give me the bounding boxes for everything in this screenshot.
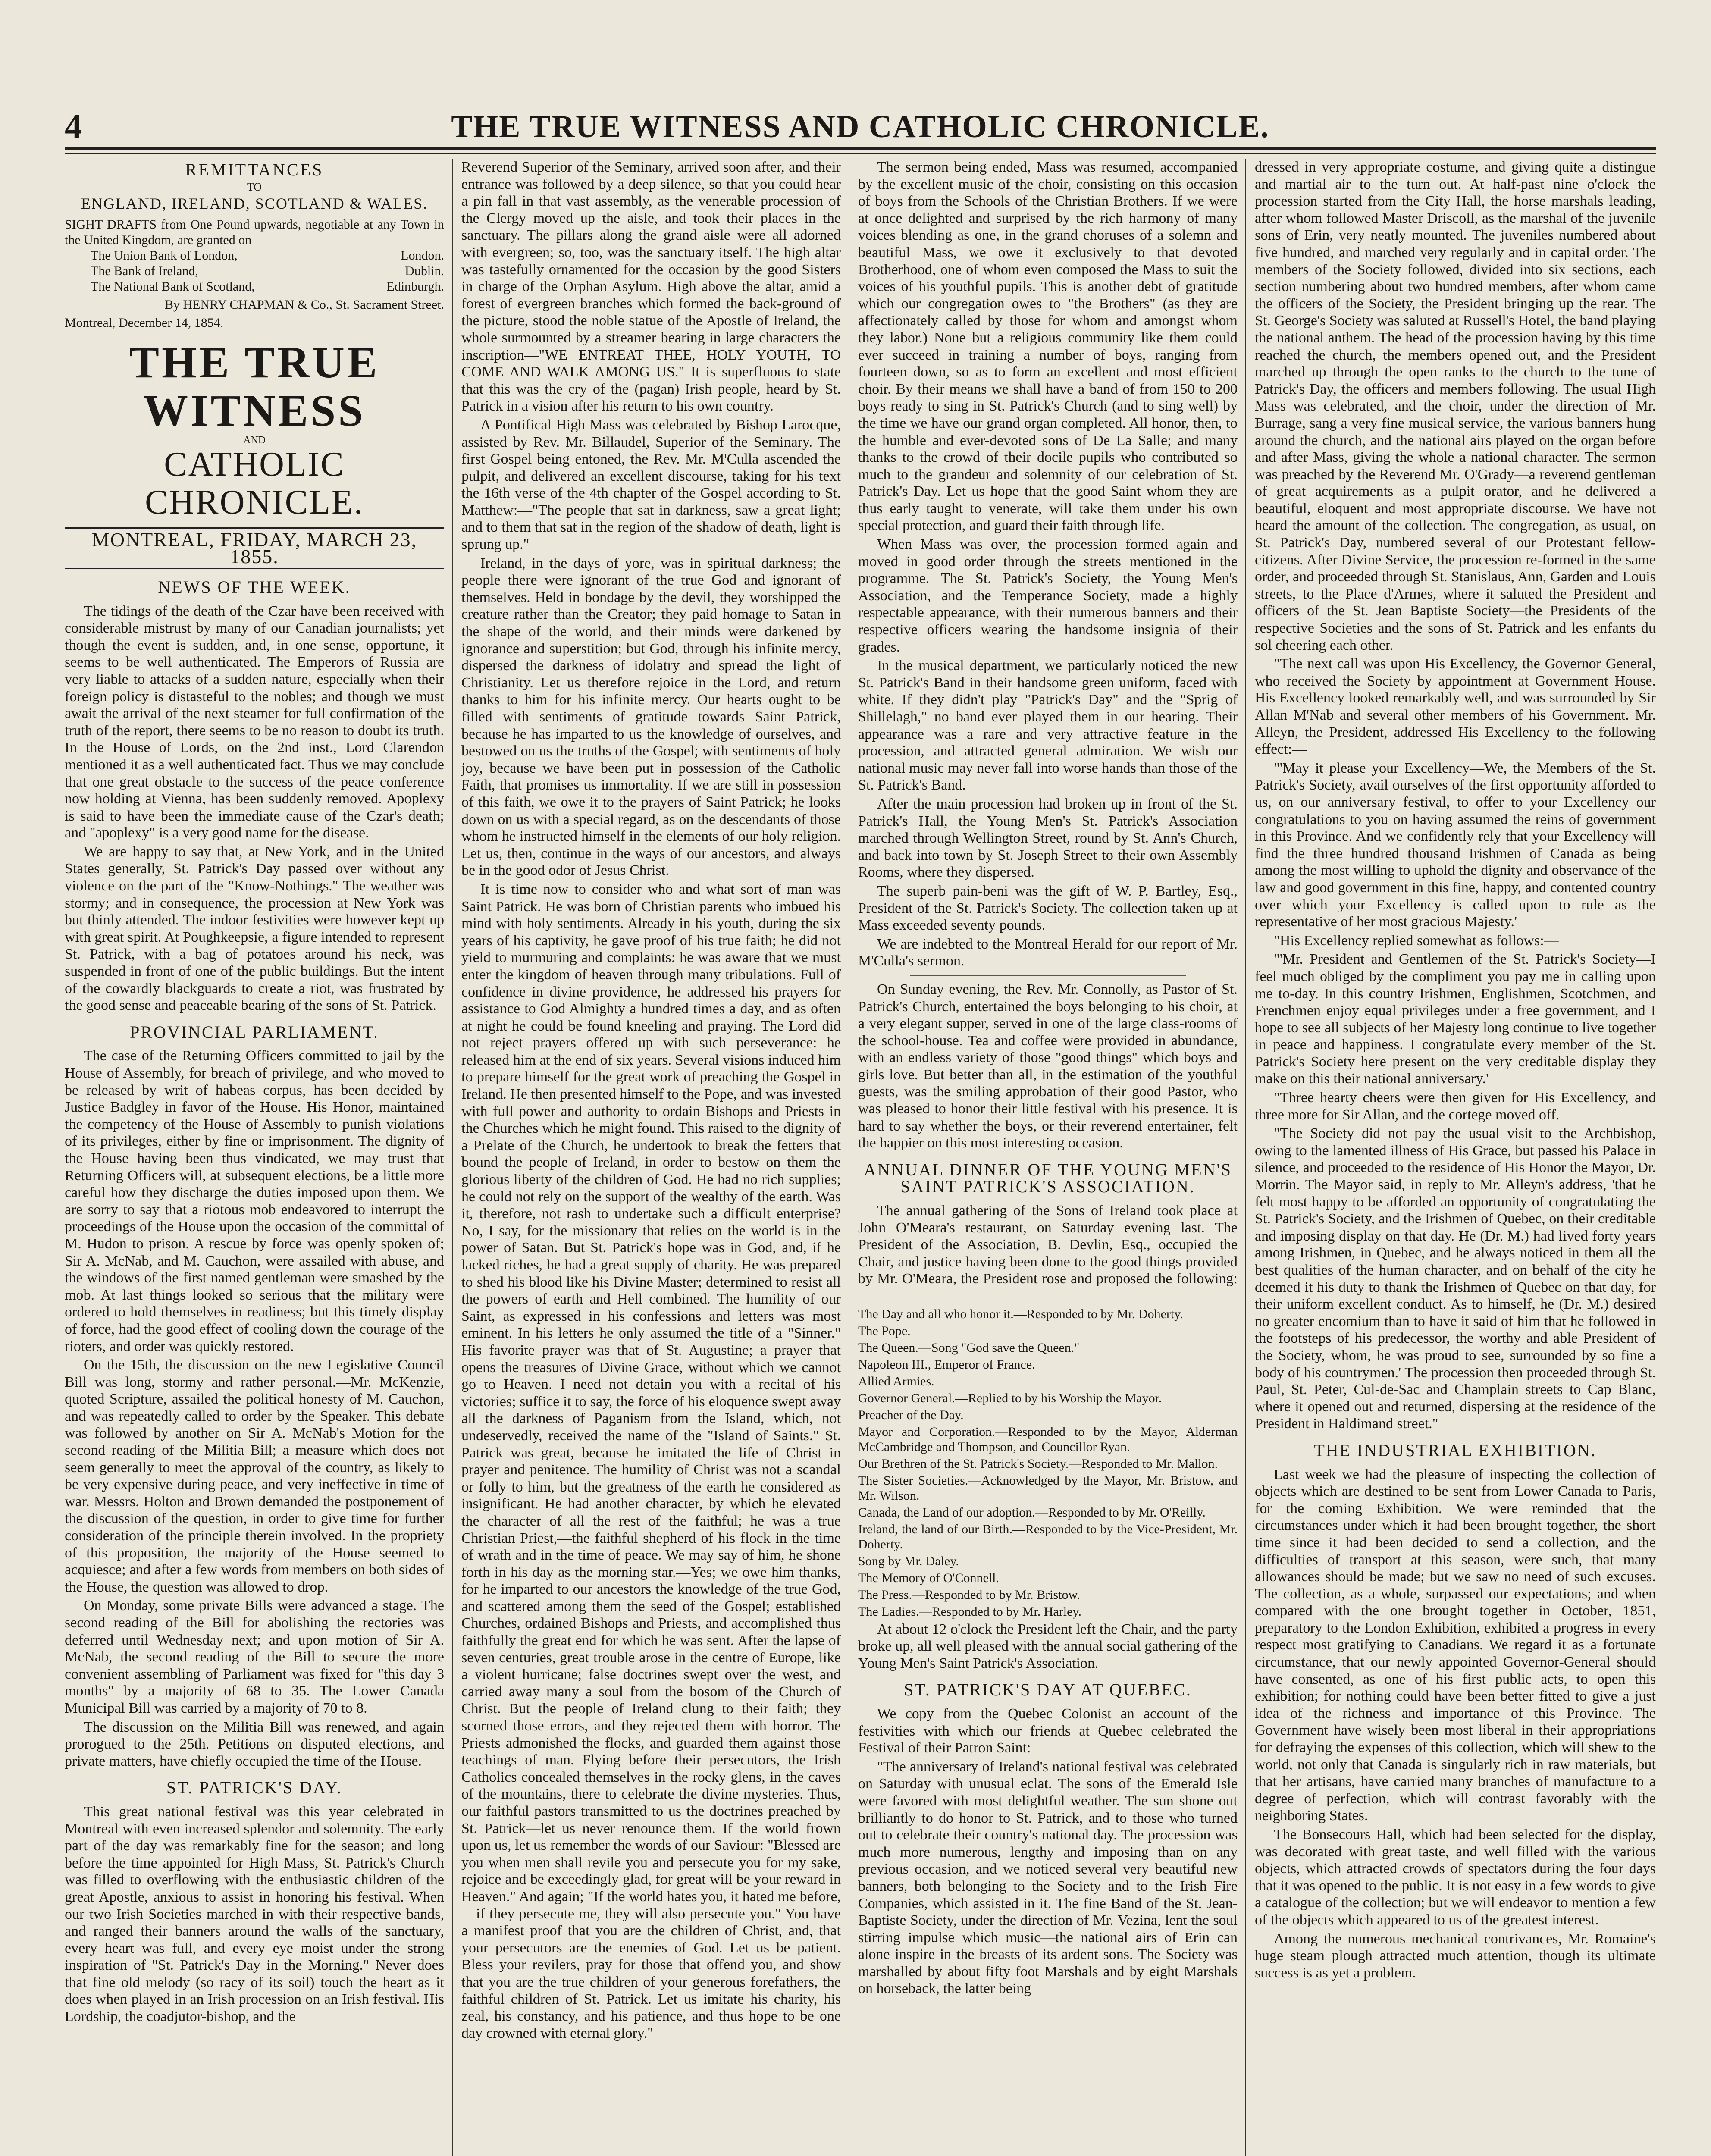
- bank-city: Edinburgh.: [386, 279, 444, 294]
- article-paragraph: We are happy to say that, at New York, and in the United States generally, St. Patrick's Day passed over without any violence on the part of the "Know-Nothings." The weather was stormy; and in consequence, the procession at New York was but thinly attended. The indoor festivities were however kept up with great spirit. At Poughkeepsie, a figure intended to represent St. Patrick, with a bag of potatoes around his neck, was suspended in front of one of the public buildings. But the intent of the cowardly blackguards to create a riot, was frustrated by the good sense and peaceable bearing of the sons of St. Patrick.: [65, 843, 444, 1014]
- article-paragraph: The sermon being ended, Mass was resumed, accompanied by the excellent music of the choir, consisting on this occasion of boys from the Schools of the Christian Brothers. If we were at once delighted and surprised by the rich harmony of many voices blending as one, in the grand choruses of a solemn and beautiful Mass, we owe it exclusively to that devoted Brotherhood, one of whom even composed the Mass to suit the voices of his youthful pupils. This is another debt of gratitude which our congregation owes to "the Brothers" (as they are affectionately called by those for whom and amongst whom they labor.) None but a religious community like them could ever succeed in training a number of boys, ranging from fourteen down, so as to form an excellent and most efficient choir. By their means we shall have a band of from 150 to 200 boys ready to sing in St. Patrick's Church (and to sing well) by the time we have our grand organ completed. All honor, then, to the humble and ever-devoted sons of De La Salle; and many thanks to the crowd of their docile pupils who contributed so much to the grandeur and solemnity of our celebration of St. Patrick's Day. Let us hope that the good Saint whom they are thus early taught to venerate, will take them under his own special protection, and guard their faith through life.: [858, 159, 1238, 534]
- article-paragraph: The case of the Returning Officers committed to jail by the House of Assembly, for breach of privilege, and who moved to be released by writ of habeas corpus, has been decided by Justice Badgley in favor of the House. His Honor, maintained the competency of the House of Assembly to punish violations of its privileges, either by fine or imprisonment. The dignity of the House having been thus vindicated, we may trust that Returning Officers will, at subsequent elections, be a little more careful how they discharge the duties imposed upon them. We are sorry to say that a riotous mob endeavored to interrupt the proceedings of the House upon the occasion of the committal of M. Hudon to prison. A rescue by force was openly spoken of; Sir A. McNab, and M. Cauchon, were assailed with abuse, and the windows of the first named gentleman were smashed by the mob. At last things looked so serious that the military were ordered to hold themselves in readiness; but this timely display of force, had the good effect of cooling down the courage of the rioters, and order was quickly restored.: [65, 1048, 444, 1354]
- article-paragraph: Among the numerous mechanical contrivances, Mr. Romaine's huge steam plough attracted much attention, though its ultimate success is as yet a problem.: [1255, 1930, 1656, 1981]
- article-paragraph: We are indebted to the Montreal Herald for our report of Mr. M'Culla's sermon.: [858, 936, 1238, 969]
- paper-subtitle: CATHOLIC CHRONICLE.: [145, 445, 364, 521]
- toast-item: Preacher of the Day.: [858, 1407, 964, 1422]
- section-divider: [910, 975, 1186, 976]
- article-paragraph: The discussion on the Militia Bill was renewed, and again prorogued to the 25th. Petitions on disputed elections, and private matters, have chiefly occupied the time of the House.: [65, 1719, 444, 1769]
- toast-item: The Memory of O'Connell.: [858, 1570, 1000, 1585]
- article-paragraph: dressed in very appropriate costume, and giving quite a distingue and martial air to the turn out. At half-past nine o'clock the procession started from the City Hall, the horse marshals leading, after whom followed Master Driscoll, as the marshal of the juvenile sons of Erin, very neatly mounted. The juveniles numbered about five hundred, and marched very regularly and in capital order. The members of the Society followed, divided into six sections, each section numbering about two hundred members, after whom came the officers of the Society, the President bringing up the rear. The St. George's Society was saluted at Russell's Hotel, the band playing the national anthem. The head of the procession having by this time reached the church, the members opened out, and the President marched up through the open ranks to the church to the tune of Patrick's Day, the officers and members following. The usual High Mass was celebrated, and the choir, under the direction of Mr. Burrage, sang a very fine musical service, the various banners hung around the church, and the national airs played on the organ before and after Mass, giving the whole a national character. The sermon was preached by the Reverend Mr. O'Grady—a reverend gentleman of great acquirements as a pulpit orator, and he delivered a beautiful, eloquent and most appropriate discourse. We have not heard the amount of the collection. The congregation, as usual, on St. Patrick's Day, numbered several of our Protestant fellow-citizens. After Divine Service, the procession re-formed in the same order, and proceeded through St. Stanislaus, Ann, Garden and Louis streets, to the Place d'Armes, where it saluted the President and officers of the St. Jean Baptiste Society—the Presidents of the respective Societies and the sons of St. Patrick and les enfants du sol cheering each other.: [1255, 159, 1656, 653]
- section-heading: ANNUAL DINNER OF THE YOUNG MEN'S SAINT PATRICK'S ASSOCIATION.: [864, 1159, 1232, 1197]
- article-paragraph: On Sunday evening, the Rev. Mr. Connolly, as Pastor of St. Patrick's Church, entertained the boys belonging to his choir, at a very elegant supper, served in one of the large class-rooms of the school-house. Tea and coffee were provided in abundance, with an endless variety of those "good things" which boys and girls love. But better than all, in the estimation of the youthful guests, was the smiling approbation of their good Pastor, who was pleased to honor their little festival with his presence. It is hard to say whether the boys, or their reverend entertainer, felt the happier on this most interesting occasion.: [858, 981, 1238, 1151]
- remittances-date: Montreal, December 14, 1854.: [65, 315, 224, 330]
- bank-name: The Union Bank of London,: [91, 248, 238, 263]
- paper-title-and: AND: [243, 434, 266, 446]
- article-paragraph: At about 12 o'clock the President left the Chair, and the party broke up, all well pleased with the annual social gathering of the Young Men's Saint Patrick's Association.: [858, 1621, 1238, 1671]
- column-divider: [1245, 159, 1246, 2156]
- article-paragraph: On the 15th, the discussion on the new Legislative Council Bill was long, stormy and rather personal.—Mr. McKenzie, quoted Scripture, assailed the political honesty of M. Cauchon, and was repeatedly called to order by the Speaker. This debate was followed by another on Sir A. McNab's Motion for the second reading of the Militia Bill; a measure which does not seem generally to meet the approval of the country, as likely to be very expensive during peace, and very ineffective in time of war. Messrs. Holton and Brown demanded the postponement of the discussion of the question, in order to give time for further consideration of the principle therein involved. In the propriety of this proposition, the majority of the House seemed to acquiesce; and after a few words from members on both sides of the House, the question was allowed to drop.: [65, 1357, 444, 1595]
- section-heading: NEWS OF THE WEEK.: [158, 577, 351, 597]
- toast-list: [858, 1307, 1238, 1619]
- article-paragraph: The Bonsecours Hall, which had been selected for the display, was decorated with great taste, and well filled with the various objects, which attracted crowds of spectators during the four days that it was opened to the public. It is not easy in a few words to give a catalogue of the collection; but we will endeavor to mention a few of the objects which appeared to us of the greatest interest.: [1255, 1827, 1656, 1928]
- remittances-body: [65, 217, 444, 331]
- section-heading: ST. PATRICK'S DAY AT QUEBEC.: [904, 1680, 1192, 1700]
- running-header: [65, 108, 1656, 146]
- dateline: MONTREAL, FRIDAY, MARCH 23, 1855.: [65, 527, 444, 569]
- toast-item: Ireland, the land of our Birth.—Responded to by the Vice-President, Mr. Doherty.: [858, 1522, 1238, 1551]
- remittances-title: REMITTANCES: [185, 160, 324, 179]
- page-number: 4: [65, 108, 82, 146]
- toast-item: Governor General.—Replied to by his Worship the Mayor.: [858, 1391, 1162, 1405]
- toast-item: The Sister Societies.—Acknowledged by the Mayor, Mr. Bristow, and Mr. Wilson.: [858, 1473, 1238, 1503]
- article-paragraph: The superb pain-beni was the gift of W. P. Bartley, Esq., President of the St. Patrick's Society. The collection taken up at Mass exceeded seventy pounds.: [858, 883, 1238, 934]
- article-paragraph: Last week we had the pleasure of inspecting the collection of objects which are destined to be sent from Lower Canada to Paris, for the coming Exhibition. We were reminded that the circumstances under which it had been brought together, the short time since it had been decided to send a collection, and the difficulties of transport at this season, were such, that many allowances should be made; but we saw no need of such excuses. The collection, as a whole, surpassed our expectations; and when compared with the one brought together in October, 1851, preparatory to the London Exhibition, exhibited a progress in every respect most gratifying to Canadians. We regard it as a fortunate circumstance, that our newly appointed Governor-General should have consented, as one of his first public acts, to open this exhibition; for nothing could have been better fitted to give a just idea of the richness and importance of this Province. The Government have wisely been most liberal in their appropriations for defraying the expenses of this collection, which will shew to the world, not only that Canada is singularly rich in raw materials, but that her artisans, have carried many branches of manufacture to a degree of perfection, which will contrast favorably with the neighboring States.: [1255, 1466, 1656, 1824]
- article-paragraph: A Pontifical High Mass was celebrated by Bishop Larocque, assisted by Rev. Mr. Billaudel, Superior of the Seminary. The first Gospel being entoned, the Rev. Mr. M'Culla ascended the pulpit, and delivered an excellent discourse, taking for his text the 16th verse of the 4th chapter of the Gospel according to St. Matthew:—"The people that sat in darkness, saw a great light; and to them that sat in the region of the shadow of death, light is sprung up.": [461, 417, 841, 553]
- bank-city: Dublin.: [405, 263, 444, 278]
- column-2: [461, 159, 841, 2156]
- article-paragraph: The annual gathering of the Sons of Ireland took place at John O'Meara's restaurant, on Saturday evening last. The President of the Association, B. Devlin, Esq., occupied the Chair, and justice having been done to the good things provided by Mr. O'Meara, the President rose and proposed the following:—: [858, 1203, 1238, 1304]
- running-title: THE TRUE WITNESS AND CATHOLIC CHRONICLE.: [451, 109, 1269, 144]
- article-paragraph: Ireland, in the days of yore, was in spiritual darkness; the people there were ignorant of the true God and ignorant of themselves. Held in bondage by the devil, they worshipped the creature rather than the Creator; they paid homage to Satan in the shape of the world, and their minds were darkened by ignorance and superstition; but God, through his infinite mercy, dispersed the darkness of idolatry and spread the light of Christianity. Let us therefore rejoice in the Lord, and return thanks to him for his infinite mercy. Our hearts ought to be filled with sentiments of gratitude towards Saint Patrick, because he has imparted to us the knowledge of ourselves, and bestowed on us the truths of the Gospel; with sentiments of holy joy, because we have been put in possession of the Catholic Faith, that promises us immortality. If we are still in possession of this faith, we owe it to the prayers of Saint Patrick; he looks down on us with a special regard, as on the descendants of those whom he instructed himself in the elements of our holy religion. Let us, then, continue in the ways of our ancestors, and always be in the good odor of Jesus Christ.: [461, 555, 841, 879]
- toast-item: The Ladies.—Responded to by Mr. Harley.: [858, 1604, 1081, 1619]
- article-paragraph: After the main procession had broken up in front of the St. Patrick's Hall, the Young Men's St. Patrick's Association marched through Wellington Street, round by St. Ann's Church, and back into town by St. Joseph Street to their own Assembly Rooms, where they dispersed.: [858, 796, 1238, 881]
- remittances-agent: By HENRY CHAPMAN & Co., St. Sacrament Street.: [164, 297, 444, 312]
- toast-item: Canada, the Land of our adoption.—Responded to by Mr. O'Reilly.: [858, 1505, 1206, 1520]
- article-paragraph: The tidings of the death of the Czar have been received with considerable mistrust by many of our Canadian journalists; yet though the event is sudden, and, in one sense, opportune, it seems to be well authenticated. The Emperors of Russia are very liable to attacks of a sudden nature, especially when their foreign policy is distasteful to the nobles; and though we must await the arrival of the next steamer for full confirmation of the truth of the report, there seems to be no reason to doubt its truth. In the House of Lords, on the 2nd inst., Lord Clarendon mentioned it as a well authenticated fact. Thus we may conclude that one great obstacle to the success of the peace conference now holding at Vienna, has been suddenly removed. Apoplexy is said to have been the immediate cause of the Czar's death; and "apoplexy" is a very good name for the disease.: [65, 603, 444, 841]
- toast-item: The Day and all who honor it.—Responded to by Mr. Doherty.: [858, 1307, 1183, 1321]
- article-paragraph: "The next call was upon His Excellency, the Governor General, who received the Society by appointment at Government House. His Excellency looked remarkably well, and was surrounded by Sir Allan M'Nab and several other members of his Government. Mr. Alleyn, the President, addressed His Excellency to the following effect:—: [1255, 656, 1656, 758]
- toast-item: Our Brethren of the St. Patrick's Society.—Responded to Mr. Mallon.: [858, 1456, 1218, 1471]
- remittances-notice: [65, 161, 444, 331]
- bank-row: [65, 263, 444, 279]
- column-1: [65, 159, 444, 2156]
- toast-item: The Queen.—Song "God save the Queen.": [858, 1340, 1080, 1355]
- article-paragraph: "'May it please your Excellency—We, the Members of the St. Patrick's Society, avail ourselves of the first opportunity afforded to us, on our anniversary festival, to offer to your Excellency our congratulations to you on having assumed the reins of government in this Province. And we confidently rely that your Excellency will find the three hundred thousand Irishmen of Canada as being among the most willing to uphold the dignity and observance of the law and good government in this fine, happy, and contented country over which your Excellency is called upon to rule as the representative of her most gracious Majesty.': [1255, 760, 1656, 930]
- article-paragraph: "The anniversary of Ireland's national festival was celebrated on Saturday with unusual eclat. The sons of the Emerald Isle were favored with most delightful weather. The sun shone out brilliantly to do honor to St. Patrick, and to those who turned out to celebrate their country's national day. The procession was much more numerous, lengthy and imposing than on any previous occasion, and we noticed several very beautiful new banners, both belonging to the Society and to the Irish Fire Companies, which assisted in it. The fine Band of the St. Jean-Baptiste Society, under the direction of Mr. Vezina, lent the soul stirring impulse which music—the national airs of Erin can alone inspire in the breasts of its ardent sons. The Society was marshalled by about fifty foot Marshals and by eight Marshals on horseback, the latter being: [858, 1758, 1238, 1997]
- section-heading: PROVINCIAL PARLIAMENT.: [130, 1022, 379, 1042]
- article-paragraph: We copy from the Quebec Colonist an account of the festivities with which our friends at Quebec celebrated the Festival of their Patron Saint:—: [858, 1705, 1238, 1756]
- bank-row: [65, 248, 444, 263]
- bank-name: The National Bank of Scotland,: [91, 279, 255, 294]
- bank-city: London.: [401, 248, 444, 263]
- bank-row: [65, 279, 444, 295]
- toast-item: The Pope.: [858, 1323, 911, 1338]
- toast-item: Allied Armies.: [858, 1374, 934, 1388]
- remittances-to: TO: [247, 180, 262, 193]
- article-paragraph: Reverend Superior of the Seminary, arrived soon after, and their entrance was followed by a deep silence, so that you could hear a pin fall in that vast assembly, as the venerable procession of the Clergy moved up the aisle, and took their places in the sanctuary. The pillars along the grand aisle were all adorned with evergreen; so, too, was the sanctuary itself. The high altar was tastefully ornamented for the occasion by the good Sisters in charge of the Orphan Asylum. High above the altar, amid a forest of evergreen branches which formed the back-ground of the picture, stood the noble statue of the Apostle of Ireland, the whole surmounted by a streamer bearing in large characters the inscription—"WE ENTREAT THEE, HOLY YOUTH, TO COME AND WALK AMONG US." It is superfluous to state that this was the cry of the (pagan) Irish people, heard by St. Patrick in a vision after his return to his own country.: [461, 159, 841, 414]
- section-heading: ST. PATRICK'S DAY.: [166, 1778, 343, 1798]
- article-paragraph: It is time now to consider who and what sort of man was Saint Patrick. He was born of Christian parents who imbued his mind with holy sentiments. Already in his youth, during the six years of his captivity, he gave proof of his true faith; he did not yield to murmuring and complaints: he was aware that we must enter the kingdom of heaven through many tribulations. Full of confidence in divine providence, he addressed his prayers for assistance to God Almighty a hundred times a day, and as often at night he could be found kneeling and praying. The Lord did not reject prayers offered up with such perseverance: he released him at the end of six years. Several visions induced him to prepare himself for the great work of preaching the Gospel in Ireland. He then presented himself to the Pope, and was invested with full power and authority to ordain Bishops and Priests in the Churches which he might found. This raised to the dignity of a Prelate of the Church, he undertook to break the fetters that bound the people of Ireland, in order to bestow on them the glorious liberty of the children of God. He had no rich supplies; he could not rely on the support of the wealthy of the earth. Was it, therefore, not rash to undertake such a difficult enterprise? No, I say, for the missionary that relies on the world is in the power of Satan. But St. Patrick's hope was in God, and, if he lacked riches, he had a great supply of charity. He was prepared to shed his blood like his Divine Master; determined to resist all the powers of earth and Hell combined. The humility of our Saint, as expressed in his confessions and letters was most eminent. In his letters he only assumed the title of a "Sinner." His favorite prayer was that of St. Augustine; a prayer that opens the treasures of Divine Grace, without which we cannot go to Heaven. I need not detain you with a recital of his victories; suffice it to say, the force of his eloquence swept away all the darkness of Paganism from the Island, which, not undeservedly, received the name of the "Island of Saints." St. Patrick was great, because he imitated the life of Christ in prayer and penitence. The humility of Christ was not a scandal or folly to him, but the greatness of the earth he considered as insignificant. He had another character, by which he elevated the character of all the rest of the faithful; he was a true Christian Priest,—the faithful shepherd of his flock in the time of wrath and in the time of peace. We may say of him, he shone forth in his day as the morning star.—Yes; we owe him thanks, for he imparted to our ancestors the knowledge of the true God, and scattered among them the seed of the Gospel; established Churches, ordained Bishops and Priests, and accomplished thus faithfully the great end for which he was sent. After the lapse of seven centuries, great trouble arose in the centre of Europe, like a violent hurricane; false doctrines swept over the west, and carried away many a soul from the bosom of the Church of Christ. But the people of Ireland clung to their faith; they scorned those errors, and they rejected them with horror. The Priests admonished the flocks, and guarded them against those teachings of man. Flying before their persecutors, the Irish Catholics concealed themselves in the rocky glens, in the caves of the mountains, there to celebrate the divine mysteries. Thus, our faithful pastors transmitted to us the doctrines preached by St. Patrick—let us never renounce them. If the world frown upon us, let us remember the words of our Saviour: "Blessed are you when men shall revile you and persecute you for my sake, rejoice and be exceedingly glad, for great will be your reward in Heaven." And again; "If the world hates you, it hated me before,—if they persecute me, they will also persecute you." You have a manifest proof that you are the children of Christ, and, that your persecutors are the enemies of God. Let us be patient. Bless your revilers, pray for those that offend you, and show that you are the true children of your generous forefathers, the faithful children of St. Patrick. Let us imitate his charity, his zeal, his constancy, and his patience, and thus hope to be one day crowned with eternal glory.": [461, 881, 841, 2041]
- article-paragraph: This great national festival was this year celebrated in Montreal with even increased splendor and solemnity. The early part of the day was remarkably fine for the season; and long before the time appointed for High Mass, St. Patrick's Church was filled to overflowing with the enthusiastic children of the great Apostle, anxious to assist in honoring his festival. When our two Irish Societies marched in with their respective bands, and ranged their banners around the walls of the sanctuary, every heart was full, and every eye moist under the strong inspiration of "St. Patrick's Day in the Morning." Never does that fine old melody (so racy of its soil) touch the heart as it does when played in an Irish procession on an Irish festival. His Lordship, the coadjutor-bishop, and the: [65, 1803, 444, 2025]
- article-paragraph: "Three hearty cheers were then given for His Excellency, and three more for Sir Allan, and the cortege moved off.: [1255, 1090, 1656, 1123]
- column-divider: [452, 159, 453, 2156]
- header-rule: [65, 147, 1656, 150]
- article-paragraph: In the musical department, we particularly noticed the new St. Patrick's Band in their handsome green uniform, faced with white. If they didn't play "Patrick's Day" and the "Sprig of Shillelagh," no band ever played them in our hearing. Their appearance was a rare and very attractive feature in the procession, and attracted general admiration. We wish our national music may never fall into worse hands than those of the St. Patrick's Band.: [858, 658, 1238, 793]
- bank-name: The Bank of Ireland,: [91, 263, 198, 278]
- toast-item: Mayor and Corporation.—Responded to by the Mayor, Alderman McCambridge and Thompson, and Councillor Ryan.: [858, 1424, 1238, 1454]
- header-rule-thin: [65, 153, 1656, 154]
- article-paragraph: On Monday, some private Bills were advanced a stage. The second reading of the Bill for abolishing the rectories was deferred until Wednesday next; and upon motion of Sir A. McNab, the second reading of the Bill to secure the more convenient assembling of Parliament was fixed for "this day 3 months" by a majority of 68 to 35. The Lower Canada Municipal Bill was carried by a majority of 70 to 8.: [65, 1598, 444, 1716]
- toast-item: Song by Mr. Daley.: [858, 1554, 959, 1568]
- article-paragraph: "The Society did not pay the usual visit to the Archbishop, owing to the lamented illness of His Grace, but passed his Palace in silence, and proceeded to the residence of His Honor the Mayor, Dr. Morrin. The Mayor said, in reply to Mr. Alleyn's address, 'that he felt most happy to be afforded an opportunity of congratulating the St. Patrick's Society, and the Irishmen of Quebec, on their creditable and imposing display on that day. He (Dr. M.) had lived forty years among Irishmen, in Quebec, and he always noticed in them all the best qualities of the human character, and on behalf of the city he deemed it his duty to thank the Irishmen of Quebec on that day, for their uniform excellent conduct. As to himself, he (Dr. M.) desired no greater encomium than to have it said of him that he followed in the footsteps of his predecessor, the worthy and able President of the Society, whom, he was proud to see, surrounded by so fine a body of his countrymen.' The procession then proceeded through St. Paul, St. Peter, Cul-de-Sac and Champlain streets to Cap Blanc, where it opened out and returned, dispersing at the residence of the President in Haldimand street.": [1255, 1125, 1656, 1432]
- remittances-regions: ENGLAND, IRELAND, SCOTLAND & WALES.: [81, 195, 428, 213]
- paper-title: THE TRUE WITNESS: [129, 337, 380, 436]
- article-paragraph: When Mass was over, the procession formed again and moved in good order through the streets mentioned in the programme. The St. Patrick's Society, the Young Men's Association, and the Temperance Society, made a highly respectable appearance, with their numerous banners and their respective officers wearing the handsome insignia of their grades.: [858, 536, 1238, 655]
- toast-item: The Press.—Responded to by Mr. Bristow.: [858, 1587, 1080, 1602]
- column-4: [1255, 159, 1656, 2156]
- column-3: [858, 159, 1238, 2156]
- toast-item: Napoleon III., Emperor of France.: [858, 1357, 1035, 1372]
- article-paragraph: "His Excellency replied somewhat as follows:—: [1274, 932, 1559, 949]
- article-paragraph: "'Mr. President and Gentlemen of the St. Patrick's Society—I feel much obliged by the compliment you pay me in calling upon me to-day. In this country Irishmen, Englishmen, Scotchmen, and Frenchmen enjoy equal privileges under a free government, and I hope to see all subjects of her Majesty long continue to live together in peace and happiness. I congratulate every member of the St. Patrick's Society here present on the very creditable display they make on this their national anniversary.': [1255, 951, 1656, 1087]
- remittances-intro: SIGHT DRAFTS from One Pound upwards, negotiable at any Town in the United Kingdom, are granted on: [65, 217, 444, 247]
- section-heading: THE INDUSTRIAL EXHIBITION.: [1314, 1440, 1597, 1460]
